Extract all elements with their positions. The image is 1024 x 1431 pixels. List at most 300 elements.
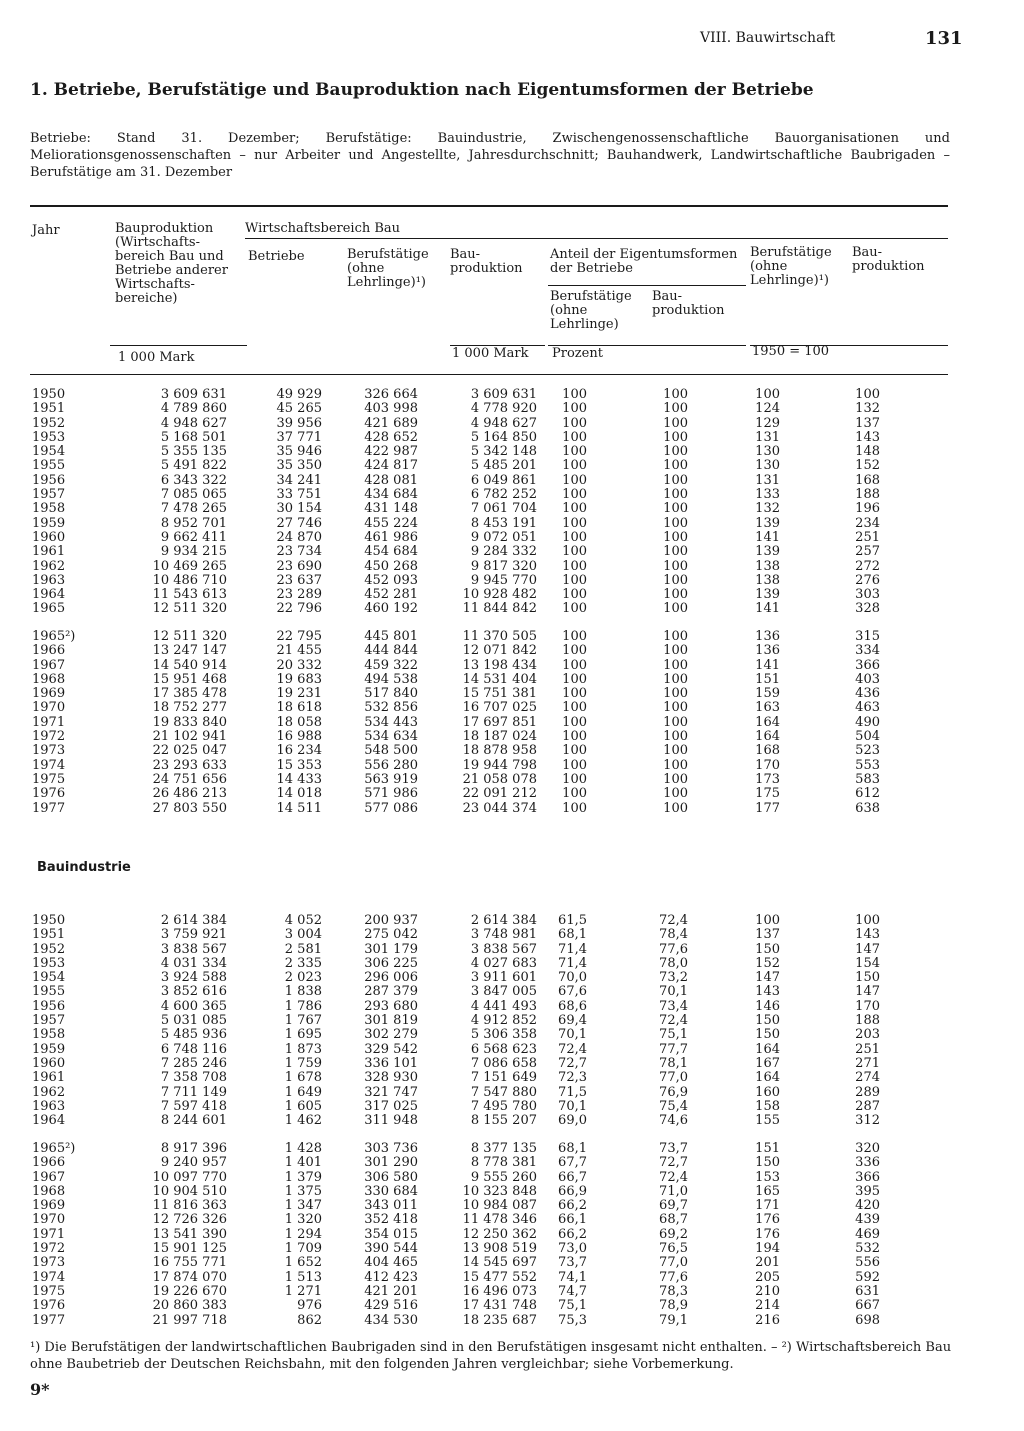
cell-bauproduktion: 10 928 482 — [462, 587, 537, 603]
cell-year: 1975 — [32, 771, 66, 787]
cell-anteil-bauproduktion: 100 — [663, 387, 688, 402]
cell-year: 1977 — [32, 800, 66, 816]
cell-anteil-bauproduktion: 100 — [663, 529, 688, 545]
cell-index-bauproduktion: 100 — [855, 913, 880, 928]
cell-berufstaetige: 452 093 — [364, 572, 418, 588]
cell-anteil-bauproduktion: 75,1 — [659, 1027, 688, 1043]
cell-bauproduktion: 18 878 958 — [462, 743, 537, 759]
section-label-bauindustrie: Bauindustrie — [37, 860, 131, 875]
cell-anteil-bauproduktion: 77,0 — [659, 1070, 688, 1086]
cell-bauproduktion: 14 545 697 — [462, 1255, 537, 1271]
cell-anteil-berufstaetige: 72,4 — [558, 1041, 587, 1057]
cell-betriebe: 3 004 — [284, 927, 322, 943]
unit-mark-1: 1 000 Mark — [118, 350, 195, 365]
cell-index-berufstaetige: 141 — [755, 657, 780, 673]
cell-anteil-berufstaetige: 100 — [562, 572, 587, 588]
cell-anteil-berufstaetige: 74,1 — [558, 1269, 587, 1285]
cell-year: 1974 — [32, 1269, 66, 1285]
cell-anteil-bauproduktion: 71,0 — [659, 1183, 688, 1199]
cell-betriebe: 1 320 — [284, 1212, 322, 1228]
cell-berufstaetige: 421 689 — [364, 415, 418, 431]
cell-anteil-bauproduktion: 74,6 — [659, 1113, 688, 1129]
cell-berufstaetige: 311 948 — [364, 1113, 418, 1129]
cell-bauproduktion-gesamt: 20 860 383 — [152, 1298, 227, 1314]
cell-bauproduktion: 4 778 920 — [470, 401, 537, 417]
cell-bauproduktion: 3 911 601 — [470, 970, 537, 986]
cell-bauproduktion-gesamt: 3 924 588 — [160, 970, 227, 986]
cell-bauproduktion-gesamt: 4 600 365 — [160, 998, 227, 1014]
table-row — [0, 1000, 1024, 1014]
cell-bauproduktion: 14 531 404 — [462, 671, 537, 687]
cell-betriebe: 1 767 — [284, 1013, 322, 1029]
cell-anteil-berufstaetige: 100 — [562, 786, 587, 802]
cell-bauproduktion-gesamt: 21 997 718 — [152, 1312, 227, 1328]
cell-index-bauproduktion: 420 — [855, 1198, 880, 1214]
table-row — [0, 701, 1024, 715]
col-header-berufstaetige: Berufstätige (ohne Lehrlinge)¹) — [347, 247, 429, 290]
cell-index-bauproduktion: 289 — [855, 1084, 880, 1100]
cell-year: 1959 — [32, 1041, 66, 1057]
cell-betriebe: 2 581 — [284, 941, 322, 957]
cell-anteil-bauproduktion: 78,9 — [659, 1298, 688, 1314]
cell-index-bauproduktion: 276 — [855, 572, 880, 588]
cell-anteil-berufstaetige: 73,0 — [558, 1241, 587, 1257]
cell-anteil-bauproduktion: 100 — [663, 558, 688, 574]
cell-year: 1970 — [32, 700, 66, 716]
cell-bauproduktion: 5 306 358 — [470, 1027, 537, 1043]
cell-year: 1956 — [32, 998, 66, 1014]
cell-betriebe: 1 649 — [284, 1084, 322, 1100]
cell-index-bauproduktion: 150 — [855, 970, 880, 986]
cell-bauproduktion: 3 609 631 — [470, 387, 537, 402]
cell-berufstaetige: 306 225 — [364, 955, 418, 971]
cell-index-berufstaetige: 130 — [755, 458, 780, 474]
cell-bauproduktion: 7 495 780 — [470, 1098, 537, 1114]
cell-bauproduktion: 3 847 005 — [470, 984, 537, 1000]
cell-betriebe: 14 511 — [276, 800, 322, 816]
col-header-bauproduktion: Bau- produktion — [450, 247, 523, 276]
cell-anteil-bauproduktion: 100 — [663, 629, 688, 644]
cell-year: 1950 — [32, 913, 66, 928]
footnote: ¹) Die Berufstätigen der landwirtschaftlichen Baubrigaden sind in den Berufstätigen insgesamt nicht enthalten. – ²) Wirtschaftsbereich Bau ohne Baubetrieb der Deutschen Reichsbahn, mit den folgenden Jahren vergleichbar; siehe Vorbemerkung. — [30, 1340, 952, 1372]
cell-bauproduktion-gesamt: 2 614 384 — [160, 913, 227, 928]
table-row — [0, 1199, 1024, 1213]
cell-bauproduktion: 13 198 434 — [462, 657, 537, 673]
cell-anteil-bauproduktion: 70,1 — [659, 984, 688, 1000]
cell-year: 1971 — [32, 1226, 66, 1242]
cell-year: 1965²) — [32, 629, 76, 644]
cell-berufstaetige: 317 025 — [364, 1098, 418, 1114]
cell-bauproduktion-gesamt: 19 833 840 — [152, 714, 227, 730]
cell-berufstaetige: 460 192 — [364, 601, 418, 617]
cell-berufstaetige: 293 680 — [364, 998, 418, 1014]
table-row — [0, 928, 1024, 942]
cell-anteil-berufstaetige: 66,1 — [558, 1212, 587, 1228]
cell-index-bauproduktion: 251 — [855, 529, 880, 545]
cell-anteil-berufstaetige: 100 — [562, 729, 587, 745]
cell-bauproduktion: 7 151 649 — [470, 1070, 537, 1086]
cell-bauproduktion-gesamt: 17 385 478 — [152, 686, 227, 702]
cell-index-berufstaetige: 177 — [755, 800, 780, 816]
cell-berufstaetige: 302 279 — [364, 1027, 418, 1043]
cell-anteil-bauproduktion: 100 — [663, 757, 688, 773]
cell-bauproduktion-gesamt: 8 244 601 — [160, 1113, 227, 1129]
cell-index-bauproduktion: 490 — [855, 714, 880, 730]
table-row — [0, 1086, 1024, 1100]
cell-year: 1951 — [32, 927, 66, 943]
cell-betriebe: 35 946 — [276, 444, 322, 460]
cell-anteil-berufstaetige: 67,6 — [558, 984, 587, 1000]
cell-year: 1957 — [32, 1013, 66, 1029]
table-title: 1. Betriebe, Berufstätige und Bauproduktion nach Eigentumsformen der Betriebe — [30, 80, 814, 100]
cell-index-bauproduktion: 251 — [855, 1041, 880, 1057]
table-row — [0, 1256, 1024, 1270]
cell-index-berufstaetige: 153 — [755, 1169, 780, 1185]
cell-index-berufstaetige: 136 — [755, 643, 780, 659]
cell-index-berufstaetige: 171 — [755, 1198, 780, 1214]
cell-index-bauproduktion: 188 — [855, 1013, 880, 1029]
cell-berufstaetige: 330 684 — [364, 1183, 418, 1199]
cell-anteil-bauproduktion: 100 — [663, 429, 688, 445]
cell-index-bauproduktion: 556 — [855, 1255, 880, 1271]
cell-bauproduktion-gesamt: 7 597 418 — [160, 1098, 227, 1114]
cell-anteil-bauproduktion: 100 — [663, 458, 688, 474]
cell-index-bauproduktion: 148 — [855, 444, 880, 460]
table-row — [0, 517, 1024, 531]
cell-bauproduktion: 9 817 320 — [470, 558, 537, 574]
cell-betriebe: 1 652 — [284, 1255, 322, 1271]
cell-betriebe: 2 023 — [284, 970, 322, 986]
cell-index-bauproduktion: 147 — [855, 984, 880, 1000]
cell-anteil-bauproduktion: 72,4 — [659, 1169, 688, 1185]
table-row — [0, 943, 1024, 957]
table-row — [0, 730, 1024, 744]
cell-index-bauproduktion: 170 — [855, 998, 880, 1014]
cell-berufstaetige: 556 280 — [364, 757, 418, 773]
cell-index-bauproduktion: 334 — [855, 643, 880, 659]
cell-betriebe: 39 956 — [276, 415, 322, 431]
table-row — [0, 1171, 1024, 1185]
cell-betriebe: 862 — [297, 1312, 322, 1328]
unit-prozent: Prozent — [552, 346, 603, 361]
cell-year: 1976 — [32, 786, 66, 802]
cell-index-bauproduktion: 320 — [855, 1141, 880, 1156]
cell-anteil-berufstaetige: 100 — [562, 743, 587, 759]
cell-anteil-bauproduktion: 100 — [663, 657, 688, 673]
cell-index-berufstaetige: 170 — [755, 757, 780, 773]
cell-anteil-berufstaetige: 100 — [562, 757, 587, 773]
cell-betriebe: 1 271 — [284, 1283, 322, 1299]
cell-anteil-bauproduktion: 100 — [663, 515, 688, 531]
cell-bauproduktion: 3 838 567 — [470, 941, 537, 957]
cell-berufstaetige: 429 516 — [364, 1298, 418, 1314]
cell-anteil-bauproduktion: 100 — [663, 686, 688, 702]
cell-bauproduktion-gesamt: 18 752 277 — [152, 700, 227, 716]
cell-bauproduktion: 12 071 842 — [462, 643, 537, 659]
cell-index-bauproduktion: 583 — [855, 771, 880, 787]
cell-bauproduktion-gesamt: 5 355 135 — [160, 444, 227, 460]
cell-betriebe: 18 058 — [276, 714, 322, 730]
cell-bauproduktion-gesamt: 8 917 396 — [160, 1141, 227, 1156]
cell-anteil-bauproduktion: 69,2 — [659, 1226, 688, 1242]
cell-bauproduktion-gesamt: 7 085 065 — [160, 487, 227, 503]
cell-anteil-bauproduktion: 100 — [663, 401, 688, 417]
cell-anteil-bauproduktion: 76,5 — [659, 1241, 688, 1257]
cell-year: 1966 — [32, 1155, 66, 1171]
cell-anteil-bauproduktion: 73,2 — [659, 970, 688, 986]
cell-index-bauproduktion: 234 — [855, 515, 880, 531]
page-mark: 9* — [30, 1380, 50, 1399]
cell-betriebe: 37 771 — [276, 429, 322, 445]
cell-index-berufstaetige: 139 — [755, 587, 780, 603]
cell-anteil-bauproduktion: 100 — [663, 572, 688, 588]
cell-anteil-berufstaetige: 100 — [562, 686, 587, 702]
cell-anteil-berufstaetige: 100 — [562, 657, 587, 673]
cell-betriebe: 23 690 — [276, 558, 322, 574]
table-row — [0, 1228, 1024, 1242]
cell-bauproduktion-gesamt: 10 469 265 — [152, 558, 227, 574]
cell-year: 1965 — [32, 601, 66, 617]
cell-betriebe: 1 375 — [284, 1183, 322, 1199]
cell-bauproduktion: 11 370 505 — [462, 629, 537, 644]
cell-bauproduktion: 10 984 087 — [462, 1198, 537, 1214]
col-header-index-berufstaetige: Berufstätige (ohne Lehrlinge)¹) — [750, 245, 832, 288]
cell-year: 1960 — [32, 1055, 66, 1071]
cell-berufstaetige: 390 544 — [364, 1241, 418, 1257]
cell-index-berufstaetige: 205 — [755, 1269, 780, 1285]
table-row — [0, 1271, 1024, 1285]
cell-index-bauproduktion: 523 — [855, 743, 880, 759]
cell-anteil-bauproduktion: 100 — [663, 800, 688, 816]
cell-bauproduktion: 18 235 687 — [462, 1312, 537, 1328]
cell-berufstaetige: 455 224 — [364, 515, 418, 531]
table-row — [0, 744, 1024, 758]
cell-index-bauproduktion: 203 — [855, 1027, 880, 1043]
cell-berufstaetige: 452 281 — [364, 587, 418, 603]
cell-year: 1969 — [32, 686, 66, 702]
cell-year: 1971 — [32, 714, 66, 730]
cell-year: 1974 — [32, 757, 66, 773]
cell-anteil-berufstaetige: 72,7 — [558, 1055, 587, 1071]
cell-bauproduktion-gesamt: 12 726 326 — [152, 1212, 227, 1228]
cell-year: 1967 — [32, 657, 66, 673]
cell-year: 1969 — [32, 1198, 66, 1214]
cell-anteil-bauproduktion: 100 — [663, 700, 688, 716]
cell-index-bauproduktion: 271 — [855, 1055, 880, 1071]
cell-anteil-berufstaetige: 70,0 — [558, 970, 587, 986]
cell-index-berufstaetige: 175 — [755, 786, 780, 802]
cell-betriebe: 1 401 — [284, 1155, 322, 1171]
col-header-anteil: Anteil der Eigentumsformen der Betriebe — [550, 247, 738, 276]
cell-index-bauproduktion: 132 — [855, 401, 880, 417]
cell-index-berufstaetige: 167 — [755, 1055, 780, 1071]
cell-index-bauproduktion: 143 — [855, 927, 880, 943]
cell-betriebe: 976 — [297, 1298, 322, 1314]
cell-berufstaetige: 428 081 — [364, 472, 418, 488]
table-row — [0, 1057, 1024, 1071]
unit-index: 1950 = 100 — [752, 344, 830, 359]
cell-year: 1962 — [32, 558, 66, 574]
table-row — [0, 1043, 1024, 1057]
block-total-1965-1977 — [0, 630, 1024, 816]
cell-anteil-bauproduktion: 78,4 — [659, 927, 688, 943]
col-header-index-bauproduktion: Bau- produktion — [852, 245, 925, 274]
cell-year: 1968 — [32, 1183, 66, 1199]
cell-anteil-berufstaetige: 100 — [562, 800, 587, 816]
cell-index-bauproduktion: 328 — [855, 601, 880, 617]
cell-index-bauproduktion: 143 — [855, 429, 880, 445]
cell-betriebe: 49 929 — [276, 387, 322, 402]
cell-index-berufstaetige: 100 — [755, 913, 780, 928]
cell-bauproduktion-gesamt: 4 789 860 — [160, 401, 227, 417]
cell-betriebe: 22 795 — [276, 629, 322, 644]
cell-year: 1970 — [32, 1212, 66, 1228]
table-row — [0, 474, 1024, 488]
cell-year: 1954 — [32, 444, 66, 460]
table-row — [0, 914, 1024, 928]
cell-index-berufstaetige: 151 — [755, 671, 780, 687]
cell-index-berufstaetige: 216 — [755, 1312, 780, 1328]
cell-berufstaetige: 412 423 — [364, 1269, 418, 1285]
cell-anteil-berufstaetige: 100 — [562, 558, 587, 574]
col-header-bauproduktion-gesamt: Bauproduktion (Wirtschafts- bereich Bau und Betriebe anderer Wirtschafts- bereiche) — [115, 221, 228, 306]
cell-anteil-bauproduktion: 77,6 — [659, 941, 688, 957]
cell-bauproduktion-gesamt: 22 025 047 — [152, 743, 227, 759]
table-row — [0, 787, 1024, 801]
table-row — [0, 545, 1024, 559]
cell-index-bauproduktion: 168 — [855, 472, 880, 488]
cell-bauproduktion: 4 948 627 — [470, 415, 537, 431]
cell-berufstaetige: 421 201 — [364, 1283, 418, 1299]
cell-bauproduktion-gesamt: 10 097 770 — [152, 1169, 227, 1185]
cell-betriebe: 1 838 — [284, 984, 322, 1000]
cell-anteil-berufstaetige: 71,4 — [558, 941, 587, 957]
cell-bauproduktion: 4 441 493 — [470, 998, 537, 1014]
cell-year: 1954 — [32, 970, 66, 986]
cell-bauproduktion: 17 697 851 — [462, 714, 537, 730]
cell-anteil-berufstaetige: 100 — [562, 401, 587, 417]
cell-berufstaetige: 422 987 — [364, 444, 418, 460]
cell-anteil-berufstaetige: 100 — [562, 458, 587, 474]
cell-index-berufstaetige: 131 — [755, 472, 780, 488]
cell-berufstaetige: 461 986 — [364, 529, 418, 545]
cell-berufstaetige: 428 652 — [364, 429, 418, 445]
cell-anteil-bauproduktion: 78,0 — [659, 955, 688, 971]
cell-berufstaetige: 404 465 — [364, 1255, 418, 1271]
cell-berufstaetige: 301 819 — [364, 1013, 418, 1029]
table-row — [0, 1028, 1024, 1042]
cell-anteil-berufstaetige: 61,5 — [558, 913, 587, 928]
cell-anteil-berufstaetige: 70,1 — [558, 1098, 587, 1114]
cell-anteil-bauproduktion: 78,3 — [659, 1283, 688, 1299]
cell-index-berufstaetige: 201 — [755, 1255, 780, 1271]
cell-betriebe: 21 455 — [276, 643, 322, 659]
cell-bauproduktion-gesamt: 3 852 616 — [160, 984, 227, 1000]
cell-anteil-bauproduktion: 69,7 — [659, 1198, 688, 1214]
cell-anteil-bauproduktion: 100 — [663, 729, 688, 745]
col-header-anteil-berufstaetige: Berufstätige (ohne Lehrlinge) — [550, 289, 632, 332]
cell-index-bauproduktion: 612 — [855, 786, 880, 802]
cell-anteil-bauproduktion: 100 — [663, 786, 688, 802]
cell-bauproduktion-gesamt: 7 285 246 — [160, 1055, 227, 1071]
table-row — [0, 459, 1024, 473]
cell-bauproduktion-gesamt: 8 952 701 — [160, 515, 227, 531]
cell-index-bauproduktion: 436 — [855, 686, 880, 702]
cell-index-berufstaetige: 147 — [755, 970, 780, 986]
cell-index-bauproduktion: 188 — [855, 487, 880, 503]
cell-anteil-berufstaetige: 100 — [562, 629, 587, 644]
cell-index-bauproduktion: 257 — [855, 544, 880, 560]
cell-bauproduktion-gesamt: 6 343 322 — [160, 472, 227, 488]
cell-bauproduktion-gesamt: 9 240 957 — [160, 1155, 227, 1171]
cell-anteil-berufstaetige: 100 — [562, 771, 587, 787]
col-header-jahr: Jahr — [32, 223, 60, 238]
cell-bauproduktion: 2 614 384 — [470, 913, 537, 928]
table-row — [0, 985, 1024, 999]
cell-anteil-berufstaetige: 70,1 — [558, 1027, 587, 1043]
cell-anteil-bauproduktion: 100 — [663, 501, 688, 517]
table-row — [0, 1142, 1024, 1156]
cell-bauproduktion: 10 323 848 — [462, 1183, 537, 1199]
cell-anteil-berufstaetige: 68,6 — [558, 998, 587, 1014]
head-bottom-rule — [30, 374, 948, 375]
cell-bauproduktion: 9 072 051 — [470, 529, 537, 545]
cell-anteil-bauproduktion: 77,7 — [659, 1041, 688, 1057]
cell-bauproduktion-gesamt: 3 609 631 — [160, 387, 227, 402]
cell-betriebe: 34 241 — [276, 472, 322, 488]
cell-index-berufstaetige: 136 — [755, 629, 780, 644]
cell-bauproduktion-gesamt: 16 755 771 — [152, 1255, 227, 1271]
table-row — [0, 1213, 1024, 1227]
cell-berufstaetige: 563 919 — [364, 771, 418, 787]
cell-year: 1959 — [32, 515, 66, 531]
cell-year: 1950 — [32, 387, 66, 402]
cell-index-bauproduktion: 137 — [855, 415, 880, 431]
cell-year: 1965²) — [32, 1141, 76, 1156]
cell-betriebe: 19 683 — [276, 671, 322, 687]
cell-berufstaetige: 352 418 — [364, 1212, 418, 1228]
cell-berufstaetige: 444 844 — [364, 643, 418, 659]
cell-bauproduktion-gesamt: 12 511 320 — [152, 629, 227, 644]
cell-year: 1966 — [32, 643, 66, 659]
table-row — [0, 759, 1024, 773]
cell-betriebe: 15 353 — [276, 757, 322, 773]
cell-berufstaetige: 306 580 — [364, 1169, 418, 1185]
cell-bauproduktion-gesamt: 7 478 265 — [160, 501, 227, 517]
cell-berufstaetige: 534 634 — [364, 729, 418, 745]
cell-year: 1977 — [32, 1312, 66, 1328]
table-row — [0, 1071, 1024, 1085]
cell-bauproduktion-gesamt: 24 751 656 — [152, 771, 227, 787]
cell-betriebe: 18 618 — [276, 700, 322, 716]
cell-anteil-berufstaetige: 71,4 — [558, 955, 587, 971]
cell-index-berufstaetige: 139 — [755, 544, 780, 560]
table-row — [0, 659, 1024, 673]
cell-berufstaetige: 532 856 — [364, 700, 418, 716]
cell-anteil-bauproduktion: 100 — [663, 487, 688, 503]
cell-index-berufstaetige: 168 — [755, 743, 780, 759]
cell-bauproduktion-gesamt: 4 948 627 — [160, 415, 227, 431]
cell-year: 1953 — [32, 429, 66, 445]
cell-betriebe: 1 347 — [284, 1198, 322, 1214]
cell-index-bauproduktion: 504 — [855, 729, 880, 745]
cell-bauproduktion-gesamt: 19 226 670 — [152, 1283, 227, 1299]
cell-betriebe: 14 433 — [276, 771, 322, 787]
table-row — [0, 1100, 1024, 1114]
block-bauindustrie-1950-1964 — [0, 914, 1024, 1128]
cell-anteil-bauproduktion: 73,4 — [659, 998, 688, 1014]
cell-index-bauproduktion: 100 — [855, 387, 880, 402]
